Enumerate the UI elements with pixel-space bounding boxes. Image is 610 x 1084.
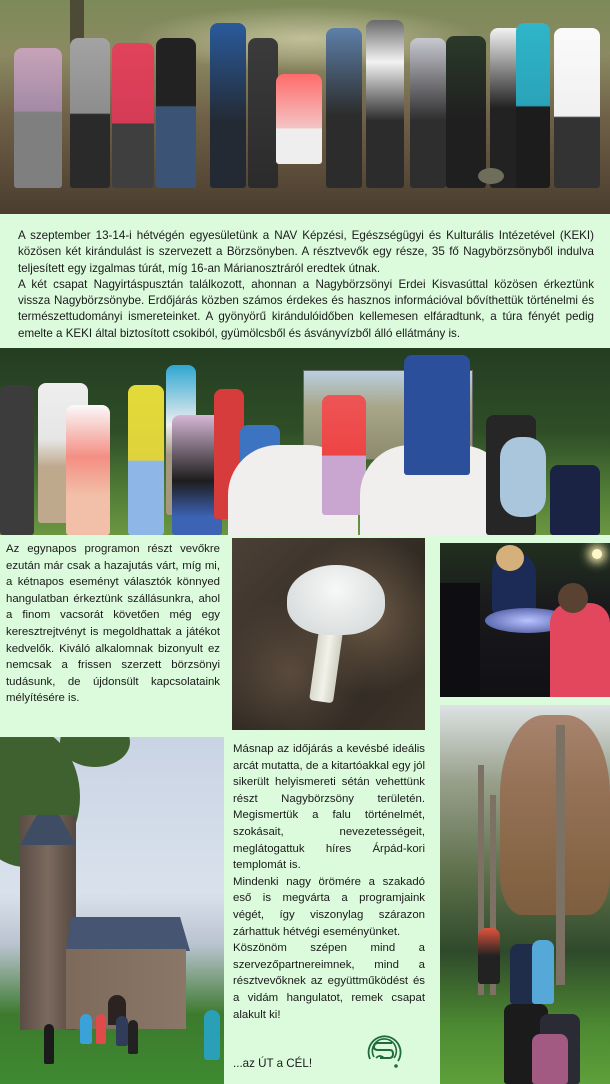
hiker bbox=[532, 940, 554, 1004]
next-day-paragraph-2: Mindenki nagy örömére a szakadó eső is megvárta a programjaink végét, így viszonylag szárazon zárhattuk hétvégi eseményünket. bbox=[233, 875, 425, 938]
hiker bbox=[248, 38, 278, 188]
mushroom-photo bbox=[232, 538, 425, 730]
hiker bbox=[66, 405, 110, 535]
hiker-kneeling bbox=[276, 74, 322, 164]
hiker bbox=[156, 38, 196, 188]
church-roof bbox=[66, 917, 190, 951]
person-silhouette bbox=[440, 583, 480, 697]
visitor bbox=[204, 1010, 220, 1060]
evening-text bbox=[6, 541, 220, 707]
visitor bbox=[80, 1014, 92, 1044]
lamp bbox=[592, 549, 602, 559]
tree-trunk bbox=[556, 725, 565, 985]
association-logo-icon bbox=[362, 1027, 406, 1071]
hiker bbox=[478, 928, 500, 984]
hiker bbox=[0, 385, 34, 535]
next-day-text bbox=[233, 741, 425, 1023]
brown-tree-crown bbox=[500, 715, 610, 915]
hiker bbox=[404, 355, 470, 475]
mushroom-cap bbox=[287, 565, 385, 635]
visitor bbox=[128, 1020, 138, 1054]
hiker bbox=[112, 43, 154, 188]
backpack bbox=[500, 437, 546, 517]
hiker bbox=[446, 36, 486, 188]
thanks-paragraph: Köszönöm szépen mind a szervezőpartnereimnek, mind a résztvevőknek az együttműködést és a vidám hangulatot, remek csapat alakult ki! bbox=[233, 942, 425, 1021]
evening-paragraph: Az egynapos programon részt vevőkre ezután már csak a hazajutás várt, míg mi, a kétnapos eseményt választók könnyed hangulatban érkeztünk szállásunkra, ahol a finom vacsorát követően még egy keresztrejtvényt is megoldhattak a játékot kedvelők. Kiváló alkalomnak bizonyult ez nemcsak a frissen szerzett börzsönyi tudásunk, de újdonsült kapcsolataink mélyítésére is. bbox=[6, 543, 220, 705]
intro-text bbox=[18, 228, 594, 342]
intro-paragraph-2: A két csapat Nagyirtáspusztán találkozott, ahonnan a Nagybörzsönyi Erdei Kisvasúttal közösen érkeztünk vissza Nagybörzsönybe. Erdőjárás közben számos érdekes és hasznos információval bővíthettük történelmi és természettudományi ismereteinket. A gyönyörű kirándulóidőben kellemesen elfáradtunk, a túra fényét pedig emelte a KEKI által biztosított csokiból, gyümölcsből és ásványvízből álló ellátmány is. bbox=[18, 277, 594, 340]
hiker bbox=[14, 48, 62, 188]
hiker bbox=[128, 385, 164, 535]
rock bbox=[478, 168, 504, 184]
hiker bbox=[532, 1034, 568, 1084]
visitor bbox=[116, 1016, 128, 1046]
motto: ...az ÚT a CÉL! bbox=[233, 1057, 313, 1070]
mushroom-stem bbox=[309, 629, 343, 704]
person bbox=[550, 603, 610, 697]
church-photo bbox=[0, 737, 224, 1084]
person-head bbox=[558, 583, 588, 613]
hiker bbox=[210, 23, 246, 188]
hiker bbox=[366, 20, 404, 188]
hiker bbox=[70, 38, 110, 188]
group-photo bbox=[0, 0, 610, 214]
hiker bbox=[554, 28, 600, 188]
info-board-photo bbox=[0, 348, 610, 535]
crossword-photo bbox=[440, 543, 610, 697]
hiker bbox=[326, 28, 362, 188]
forest-walk-photo bbox=[440, 705, 610, 1084]
hiker bbox=[516, 23, 550, 188]
person-head bbox=[496, 545, 524, 571]
child bbox=[550, 465, 600, 535]
intro-paragraph-1: A szeptember 13-14-i hétvégén egyesületünk a NAV Képzési, Egészségügyi és Kulturális Intézetével (KEKI) közösen két kirándulást is szervezett a Börzsönyben. A résztvevők egy része, 35 fő Nagybörzsönyből indulva teljesített egy izgalmas túrát, míg 16-an Márianosztráról eredtek útnak. bbox=[18, 229, 594, 275]
visitor bbox=[96, 1014, 106, 1044]
next-day-paragraph-1: Másnap az időjárás a kevésbé ideális arcát mutatta, de a kitartóakkal egy jól sikerült helyismereti sétán vehettünk részt Nagybörzsöny területén. Megismertük a falu történelmét, szokásait, nevezetességeit, meglátogattuk híres Árpád-kori templomát is. bbox=[233, 743, 425, 872]
hiker bbox=[410, 38, 446, 188]
visitor bbox=[44, 1024, 54, 1064]
